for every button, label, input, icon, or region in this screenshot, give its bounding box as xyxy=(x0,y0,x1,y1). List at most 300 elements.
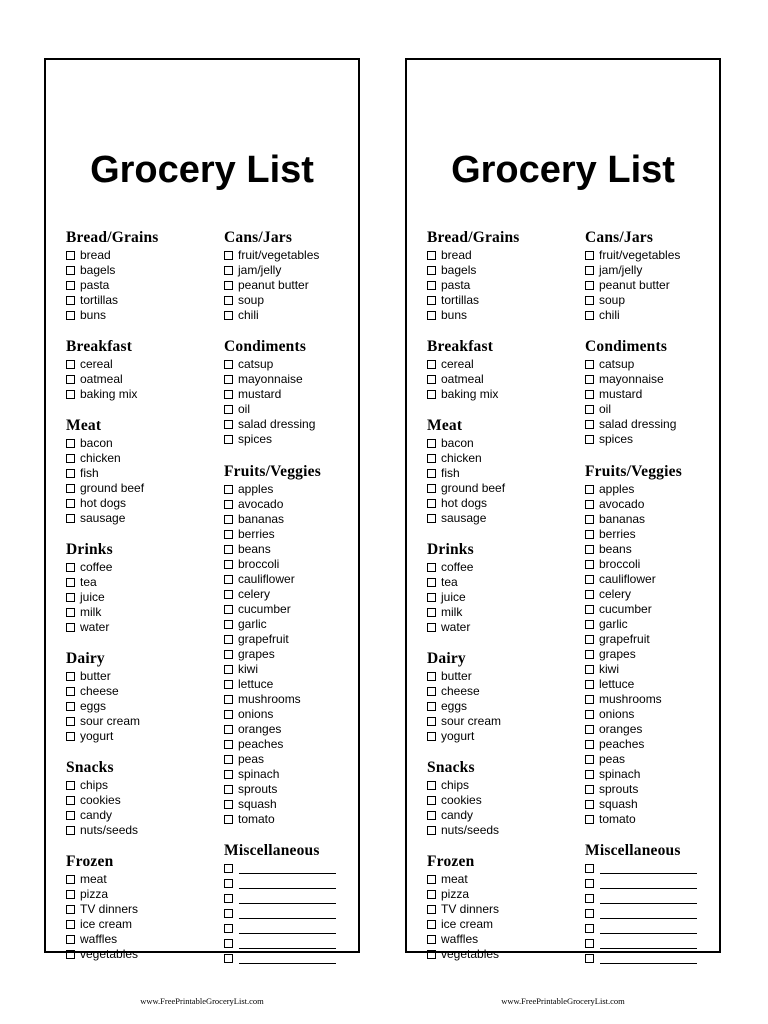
checkbox[interactable] xyxy=(585,710,594,719)
list-item xyxy=(224,557,354,572)
checkbox[interactable] xyxy=(427,439,436,448)
list-item xyxy=(224,602,354,617)
checkbox[interactable] xyxy=(585,695,594,704)
checkbox[interactable] xyxy=(585,266,594,275)
checkbox[interactable] xyxy=(585,725,594,734)
checkbox[interactable] xyxy=(66,875,75,884)
item-label: catsup xyxy=(238,357,274,371)
checkbox[interactable] xyxy=(427,672,436,681)
checkbox[interactable] xyxy=(66,454,75,463)
checkbox[interactable] xyxy=(585,785,594,794)
checkbox[interactable] xyxy=(224,620,233,629)
checkbox[interactable] xyxy=(66,281,75,290)
checkbox[interactable] xyxy=(585,405,594,414)
section-heading: Snacks xyxy=(66,759,114,776)
checkbox[interactable] xyxy=(66,578,75,587)
item-label: berries xyxy=(599,527,636,541)
checkbox[interactable] xyxy=(427,905,436,914)
item-label: tortillas xyxy=(441,293,480,307)
item-label: chips xyxy=(441,778,470,792)
write-in-line[interactable] xyxy=(600,954,697,964)
checkbox[interactable] xyxy=(66,920,75,929)
list-item xyxy=(427,372,577,387)
list-item xyxy=(427,481,577,496)
item-label: mushrooms xyxy=(238,692,301,706)
checkbox[interactable] xyxy=(224,405,233,414)
checkbox[interactable] xyxy=(224,695,233,704)
write-in-line[interactable] xyxy=(239,894,336,904)
checkbox[interactable] xyxy=(224,530,233,539)
checkbox[interactable] xyxy=(585,954,594,963)
checkbox[interactable] xyxy=(66,732,75,741)
item-label: pizza xyxy=(80,887,109,901)
checkbox[interactable] xyxy=(66,811,75,820)
item-label: oil xyxy=(599,402,612,416)
checkbox[interactable] xyxy=(224,420,233,429)
item-label: peanut butter xyxy=(599,278,670,292)
list-item xyxy=(427,590,577,605)
checkbox[interactable] xyxy=(224,360,233,369)
item-label: beans xyxy=(238,542,271,556)
checkbox[interactable] xyxy=(427,360,436,369)
list-item xyxy=(66,293,216,308)
item-label: cookies xyxy=(441,793,482,807)
checkbox[interactable] xyxy=(224,740,233,749)
checkbox[interactable] xyxy=(66,499,75,508)
item-label: coffee xyxy=(441,560,474,574)
list-item xyxy=(427,699,577,714)
list-item xyxy=(585,527,715,542)
write-in-line[interactable] xyxy=(239,939,336,949)
item-label: ice cream xyxy=(80,917,133,931)
blank-line-item xyxy=(585,891,715,906)
checkbox[interactable] xyxy=(224,650,233,659)
checkbox[interactable] xyxy=(585,281,594,290)
list-item xyxy=(585,782,715,797)
item-label: garlic xyxy=(238,617,267,631)
blank-line-item xyxy=(585,951,715,966)
item-label: oatmeal xyxy=(80,372,123,386)
item-label: buns xyxy=(80,308,107,322)
write-in-line[interactable] xyxy=(600,939,697,949)
list-item xyxy=(585,542,715,557)
section-heading: Dairy xyxy=(427,650,466,667)
checkbox[interactable] xyxy=(224,879,233,888)
checkbox[interactable] xyxy=(66,950,75,959)
list-item xyxy=(66,729,216,744)
checkbox[interactable] xyxy=(427,811,436,820)
item-label: kiwi xyxy=(238,662,258,676)
checkbox[interactable] xyxy=(585,924,594,933)
checkbox[interactable] xyxy=(66,796,75,805)
item-label: bananas xyxy=(599,512,646,526)
section-meat xyxy=(427,415,577,526)
checkbox[interactable] xyxy=(224,590,233,599)
checkbox[interactable] xyxy=(427,375,436,384)
list-item xyxy=(66,560,216,575)
checkbox[interactable] xyxy=(585,894,594,903)
checkbox[interactable] xyxy=(427,454,436,463)
checkbox[interactable] xyxy=(585,435,594,444)
section-miscellaneous xyxy=(224,840,354,966)
list-item xyxy=(427,902,577,917)
write-in-line[interactable] xyxy=(239,864,336,874)
list-item xyxy=(66,357,216,372)
checkbox[interactable] xyxy=(224,311,233,320)
checkbox[interactable] xyxy=(585,575,594,584)
checkbox[interactable] xyxy=(427,266,436,275)
checkbox[interactable] xyxy=(66,469,75,478)
section-snacks xyxy=(427,757,577,838)
item-label: coffee xyxy=(80,560,113,574)
item-label: chips xyxy=(80,778,109,792)
checkbox[interactable] xyxy=(585,420,594,429)
list-item xyxy=(585,632,715,647)
item-label: onions xyxy=(238,707,274,721)
checkbox[interactable] xyxy=(585,864,594,873)
page-title: Grocery List xyxy=(90,149,314,191)
section-drinks xyxy=(66,539,216,635)
checkbox[interactable] xyxy=(427,390,436,399)
write-in-line[interactable] xyxy=(600,909,697,919)
write-in-line[interactable] xyxy=(600,924,697,934)
item-label: cucumber xyxy=(238,602,291,616)
checkbox[interactable] xyxy=(224,635,233,644)
list-item xyxy=(224,372,354,387)
section-fruits-veggies xyxy=(585,461,715,827)
checkbox[interactable] xyxy=(585,311,594,320)
list-item xyxy=(66,793,216,808)
checkbox[interactable] xyxy=(427,608,436,617)
write-in-line[interactable] xyxy=(239,879,336,889)
section-heading: Frozen xyxy=(427,853,475,870)
list-item xyxy=(66,481,216,496)
item-label: mayonnaise xyxy=(238,372,303,386)
checkbox[interactable] xyxy=(585,680,594,689)
write-in-line[interactable] xyxy=(239,954,336,964)
section-heading: Meat xyxy=(427,417,463,434)
checkbox[interactable] xyxy=(585,740,594,749)
list-item xyxy=(427,620,577,635)
write-in-line[interactable] xyxy=(600,879,697,889)
checkbox[interactable] xyxy=(224,251,233,260)
checkbox[interactable] xyxy=(585,665,594,674)
list-item xyxy=(427,872,577,887)
section-heading: Miscellaneous xyxy=(224,842,320,859)
checkbox[interactable] xyxy=(224,296,233,305)
checkbox[interactable] xyxy=(427,296,436,305)
list-item xyxy=(66,778,216,793)
write-in-line[interactable] xyxy=(239,924,336,934)
item-label: oatmeal xyxy=(441,372,484,386)
list-item xyxy=(427,248,577,263)
checkbox[interactable] xyxy=(66,935,75,944)
checkbox[interactable] xyxy=(585,939,594,948)
checkbox[interactable] xyxy=(585,650,594,659)
checkbox[interactable] xyxy=(66,296,75,305)
checkbox[interactable] xyxy=(585,800,594,809)
checkbox[interactable] xyxy=(66,608,75,617)
list-item xyxy=(427,436,577,451)
checkbox[interactable] xyxy=(66,781,75,790)
section-heading: Snacks xyxy=(427,759,475,776)
blank-line-item xyxy=(224,861,354,876)
item-label: apples xyxy=(599,482,635,496)
item-label: candy xyxy=(80,808,113,822)
list-item xyxy=(224,527,354,542)
checkbox[interactable] xyxy=(427,826,436,835)
item-label: fruit/vegetables xyxy=(599,248,681,262)
checkbox[interactable] xyxy=(66,826,75,835)
list-item xyxy=(427,605,577,620)
checkbox[interactable] xyxy=(224,575,233,584)
checkbox[interactable] xyxy=(224,605,233,614)
item-label: eggs xyxy=(441,699,468,713)
list-item xyxy=(66,714,216,729)
checkbox[interactable] xyxy=(427,593,436,602)
checkbox[interactable] xyxy=(585,390,594,399)
list-item xyxy=(66,436,216,451)
section-frozen xyxy=(66,851,216,962)
list-item xyxy=(585,432,715,447)
list-item xyxy=(66,932,216,947)
checkbox[interactable] xyxy=(66,717,75,726)
checkbox[interactable] xyxy=(66,905,75,914)
checkbox[interactable] xyxy=(427,935,436,944)
section-heading: Dairy xyxy=(66,650,105,667)
checkbox[interactable] xyxy=(585,545,594,554)
list-item xyxy=(585,278,715,293)
item-label: mustard xyxy=(238,387,282,401)
list-item xyxy=(585,722,715,737)
checkbox[interactable] xyxy=(585,560,594,569)
write-in-line[interactable] xyxy=(600,894,697,904)
checkbox[interactable] xyxy=(427,311,436,320)
item-label: soup xyxy=(599,293,626,307)
checkbox[interactable] xyxy=(66,687,75,696)
section-heading: Miscellaneous xyxy=(585,842,681,859)
list-item xyxy=(66,263,216,278)
item-label: tomato xyxy=(238,812,275,826)
checkbox[interactable] xyxy=(585,296,594,305)
checkbox[interactable] xyxy=(224,800,233,809)
checkbox[interactable] xyxy=(427,950,436,959)
item-label: sprouts xyxy=(599,782,639,796)
checkbox[interactable] xyxy=(585,770,594,779)
checkbox[interactable] xyxy=(224,560,233,569)
checkbox[interactable] xyxy=(427,623,436,632)
checkbox[interactable] xyxy=(224,894,233,903)
checkbox[interactable] xyxy=(585,530,594,539)
item-label: avocado xyxy=(238,497,284,511)
checkbox[interactable] xyxy=(224,375,233,384)
checkbox[interactable] xyxy=(66,623,75,632)
checkbox[interactable] xyxy=(66,390,75,399)
list-item xyxy=(224,263,354,278)
checkbox[interactable] xyxy=(585,515,594,524)
checkbox[interactable] xyxy=(224,954,233,963)
checkbox[interactable] xyxy=(224,770,233,779)
checkbox[interactable] xyxy=(427,920,436,929)
checkbox[interactable] xyxy=(427,717,436,726)
checkbox[interactable] xyxy=(427,890,436,899)
checkbox[interactable] xyxy=(66,251,75,260)
list-item xyxy=(427,714,577,729)
item-label: cauliflower xyxy=(599,572,656,586)
checkbox[interactable] xyxy=(66,514,75,523)
item-label: hot dogs xyxy=(80,496,127,510)
checkbox[interactable] xyxy=(224,755,233,764)
list-item xyxy=(585,587,715,602)
list-item xyxy=(224,293,354,308)
checkbox[interactable] xyxy=(66,375,75,384)
checkbox[interactable] xyxy=(427,484,436,493)
checkbox[interactable] xyxy=(224,939,233,948)
blank-line-item xyxy=(585,906,715,921)
checkbox[interactable] xyxy=(224,545,233,554)
checkbox[interactable] xyxy=(585,375,594,384)
blank-line-item xyxy=(585,936,715,951)
checkbox[interactable] xyxy=(427,578,436,587)
checkbox[interactable] xyxy=(224,815,233,824)
checkbox[interactable] xyxy=(224,680,233,689)
checkbox[interactable] xyxy=(66,702,75,711)
list-item xyxy=(427,823,577,838)
item-label: squash xyxy=(599,797,638,811)
checkbox[interactable] xyxy=(66,563,75,572)
item-label: garlic xyxy=(599,617,628,631)
checkbox[interactable] xyxy=(66,266,75,275)
section-snacks xyxy=(66,757,216,838)
checkbox[interactable] xyxy=(585,879,594,888)
checkbox[interactable] xyxy=(427,281,436,290)
section-cans-jars xyxy=(224,227,354,323)
list-item xyxy=(585,557,715,572)
checkbox[interactable] xyxy=(66,360,75,369)
checkbox[interactable] xyxy=(427,781,436,790)
checkbox[interactable] xyxy=(585,251,594,260)
item-label: chili xyxy=(238,308,259,322)
checkbox[interactable] xyxy=(224,500,233,509)
item-label: pasta xyxy=(80,278,110,292)
checkbox[interactable] xyxy=(66,484,75,493)
list-item xyxy=(224,278,354,293)
checkbox[interactable] xyxy=(585,755,594,764)
list-item xyxy=(427,263,577,278)
checkbox[interactable] xyxy=(224,435,233,444)
checkbox[interactable] xyxy=(585,909,594,918)
checkbox[interactable] xyxy=(427,563,436,572)
list-item xyxy=(585,263,715,278)
list-item xyxy=(66,590,216,605)
checkbox[interactable] xyxy=(66,593,75,602)
list-item xyxy=(585,357,715,372)
checkbox[interactable] xyxy=(224,390,233,399)
checkbox[interactable] xyxy=(224,515,233,524)
item-label: fruit/vegetables xyxy=(238,248,320,262)
checkbox[interactable] xyxy=(427,251,436,260)
item-label: juice xyxy=(441,590,466,604)
checkbox[interactable] xyxy=(224,785,233,794)
checkbox[interactable] xyxy=(66,890,75,899)
item-label: milk xyxy=(441,605,463,619)
item-label: avocado xyxy=(599,497,645,511)
list-item xyxy=(224,417,354,432)
list-item xyxy=(66,511,216,526)
list-item xyxy=(427,387,577,402)
footer-url[interactable]: www.FreePrintableGroceryList.com xyxy=(140,996,264,1006)
checkbox[interactable] xyxy=(585,590,594,599)
item-label: apples xyxy=(238,482,274,496)
item-label: eggs xyxy=(80,699,107,713)
write-in-line[interactable] xyxy=(239,909,336,919)
checkbox[interactable] xyxy=(427,702,436,711)
item-label: mushrooms xyxy=(599,692,662,706)
section-heading: Breakfast xyxy=(427,338,494,355)
list-item xyxy=(66,496,216,511)
checkbox[interactable] xyxy=(224,485,233,494)
checkbox[interactable] xyxy=(585,360,594,369)
list-item xyxy=(585,482,715,497)
checkbox[interactable] xyxy=(224,909,233,918)
item-label: cereal xyxy=(441,357,474,371)
list-item xyxy=(585,572,715,587)
checkbox[interactable] xyxy=(224,924,233,933)
checkbox[interactable] xyxy=(427,732,436,741)
checkbox[interactable] xyxy=(66,311,75,320)
checkbox[interactable] xyxy=(585,485,594,494)
list-item xyxy=(224,647,354,662)
checkbox[interactable] xyxy=(66,672,75,681)
checkbox[interactable] xyxy=(224,665,233,674)
checkbox[interactable] xyxy=(585,815,594,824)
footer-url[interactable]: www.FreePrintableGroceryList.com xyxy=(501,996,625,1006)
checkbox[interactable] xyxy=(224,725,233,734)
checkbox[interactable] xyxy=(224,266,233,275)
checkbox[interactable] xyxy=(224,864,233,873)
section-fruits-veggies xyxy=(224,461,354,827)
checkbox[interactable] xyxy=(224,710,233,719)
checkbox[interactable] xyxy=(427,875,436,884)
checkbox[interactable] xyxy=(427,796,436,805)
item-label: oranges xyxy=(599,722,643,736)
section-heading: Fruits/Veggies xyxy=(585,463,682,480)
item-label: waffles xyxy=(80,932,118,946)
checkbox[interactable] xyxy=(427,469,436,478)
checkbox[interactable] xyxy=(585,635,594,644)
item-label: jam/jelly xyxy=(238,263,282,277)
list-item xyxy=(427,496,577,511)
checkbox[interactable] xyxy=(427,514,436,523)
checkbox[interactable] xyxy=(427,687,436,696)
checkbox[interactable] xyxy=(224,281,233,290)
blank-line-item xyxy=(224,936,354,951)
checkbox[interactable] xyxy=(66,439,75,448)
list-item xyxy=(224,662,354,677)
checkbox[interactable] xyxy=(585,500,594,509)
checkbox[interactable] xyxy=(585,605,594,614)
section-heading: Condiments xyxy=(585,338,668,355)
item-label: nuts/seeds xyxy=(80,823,139,837)
list-item xyxy=(224,402,354,417)
list-item xyxy=(66,872,216,887)
item-label: pizza xyxy=(441,887,470,901)
write-in-line[interactable] xyxy=(600,864,697,874)
list-item xyxy=(66,372,216,387)
checkbox[interactable] xyxy=(427,499,436,508)
checkbox[interactable] xyxy=(585,620,594,629)
section-drinks xyxy=(427,539,577,635)
